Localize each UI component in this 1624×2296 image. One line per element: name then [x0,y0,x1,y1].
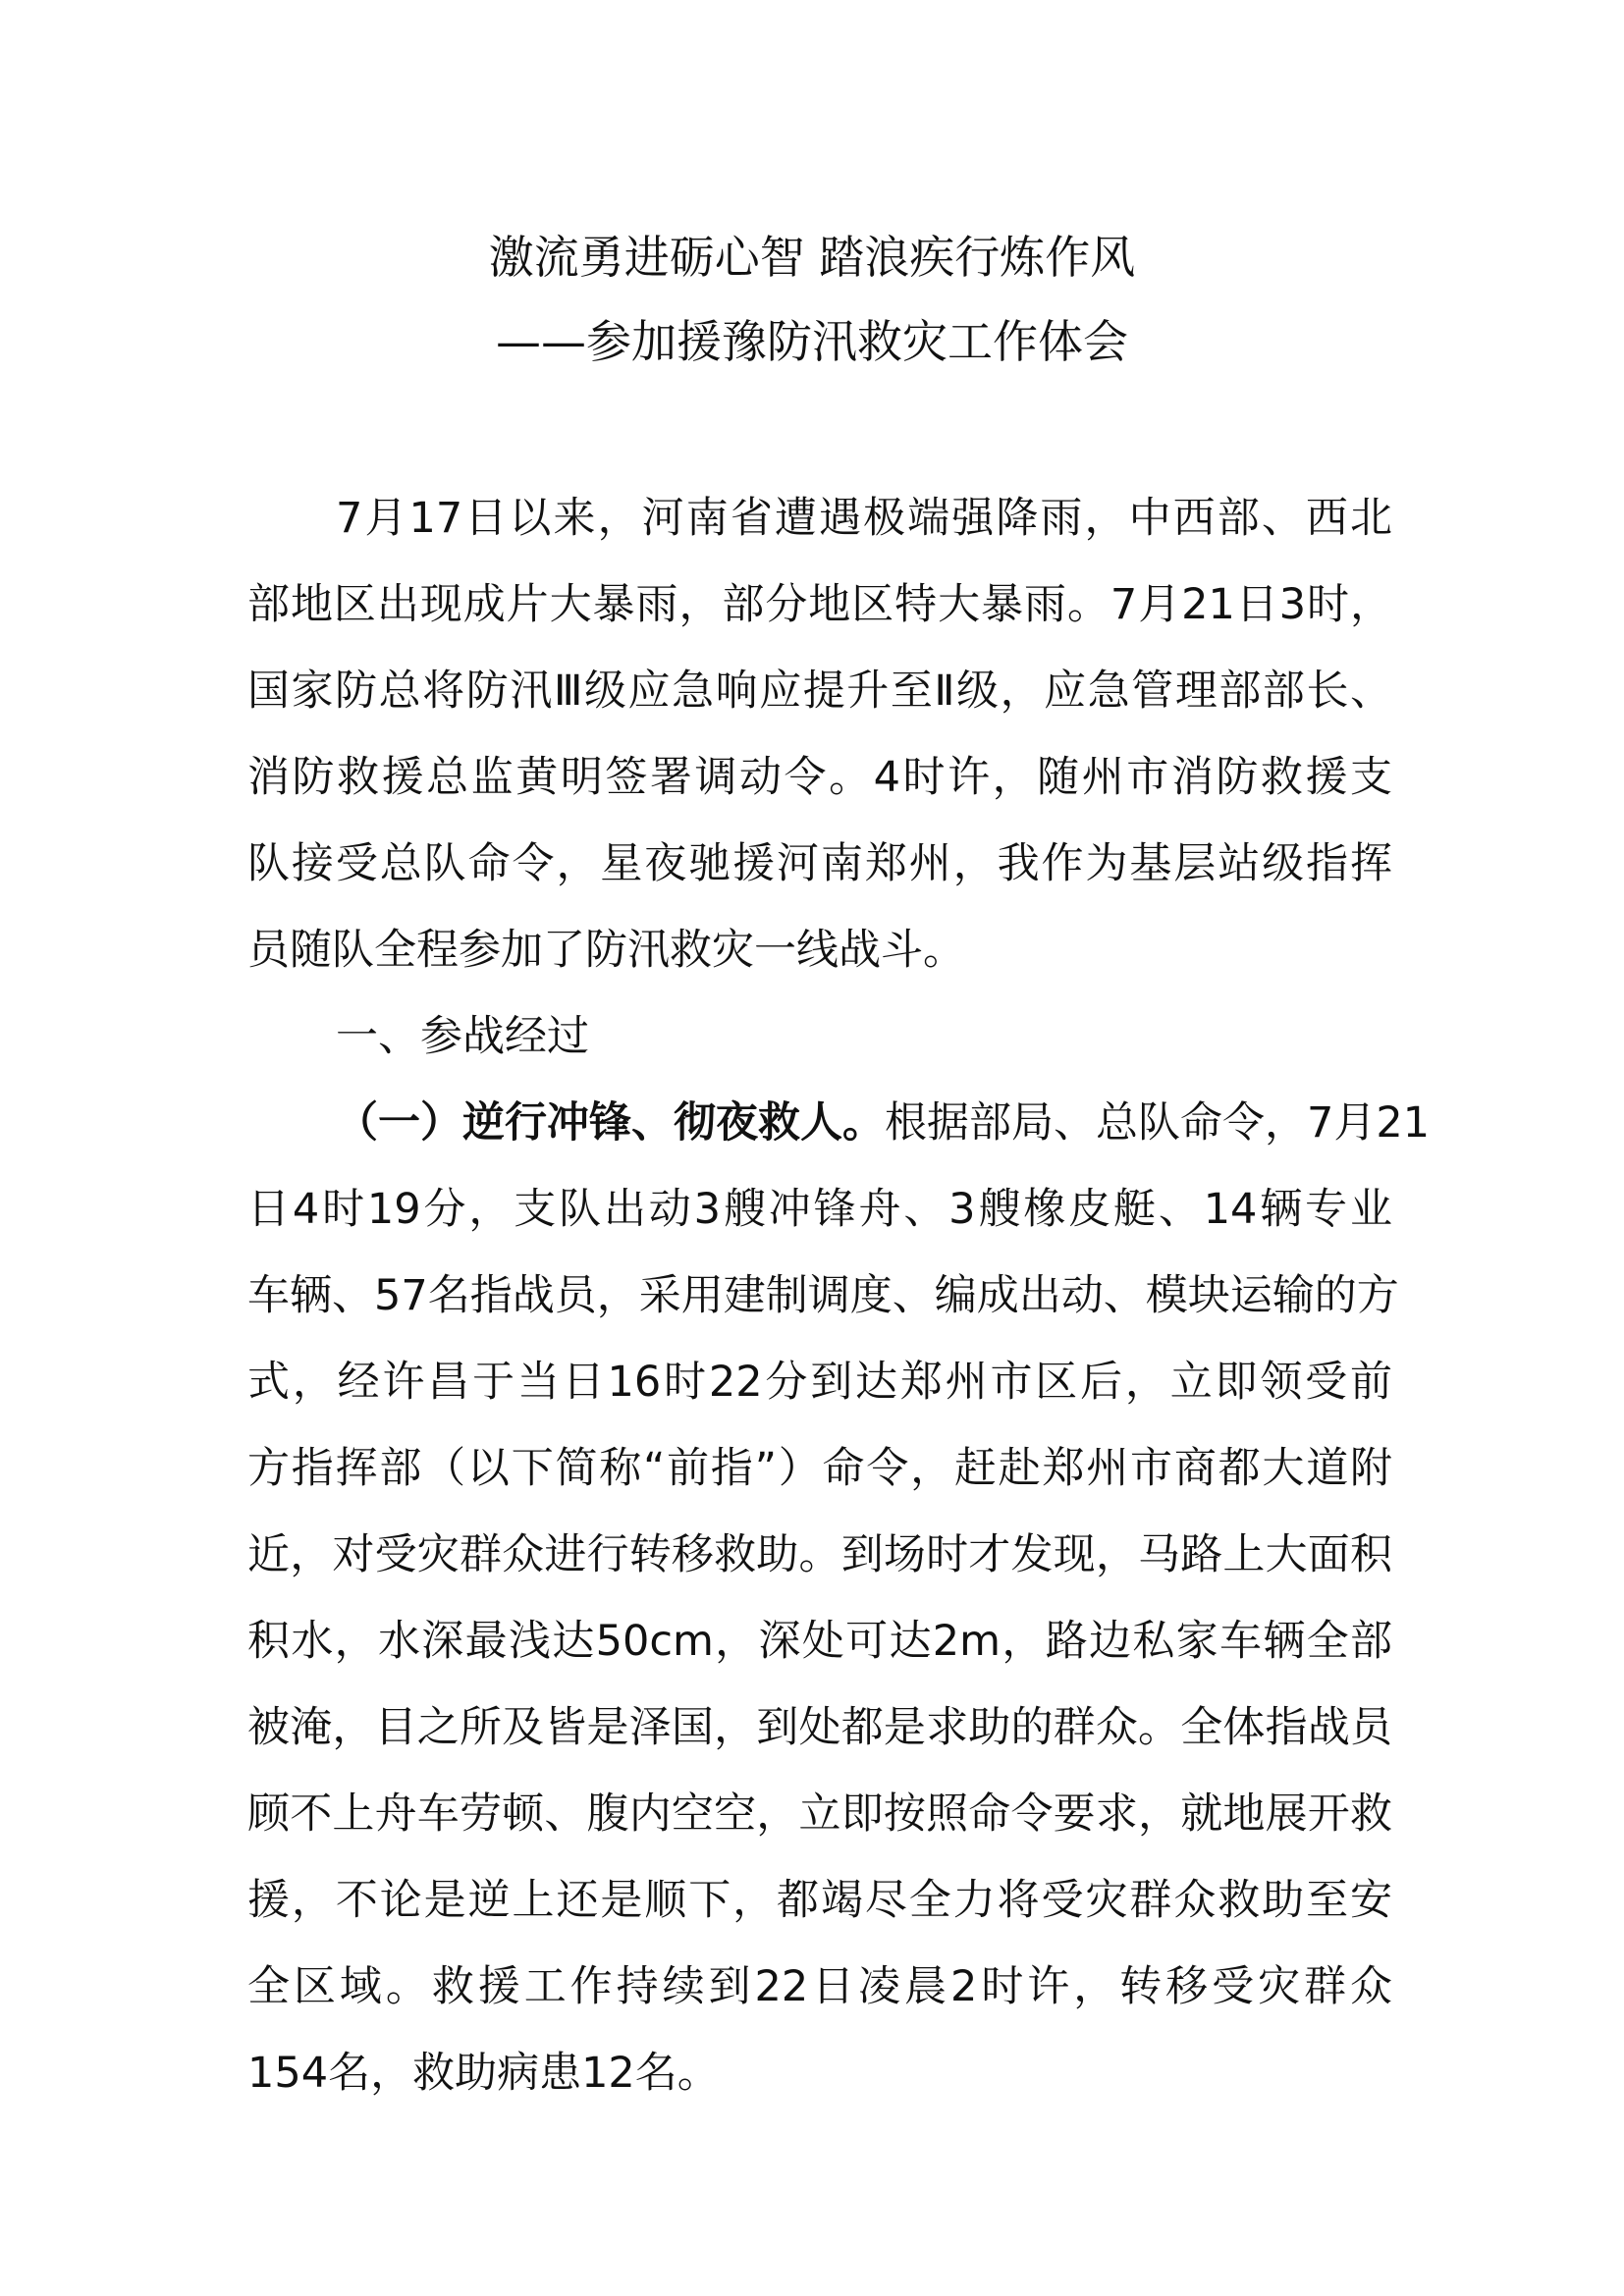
paragraph-line [247,1080,1431,1166]
paragraph-text: 根据部局、总队命令，7月21 [885,1098,1431,1148]
paragraph-line: 被淹，目之所及皆是泽国，到处都是求助的群众。全体指战员 [247,1703,1392,1752]
paragraph-line: 消防救援总监黄明签署调动令。4时许，随州市消防救援支 [247,753,1392,802]
paragraph-line: 国家防总将防汛Ⅲ级应急响应提升至Ⅱ级，应急管理部部长、 [247,667,1392,716]
document-title: 激流勇进砺心智 踏浪疾行炼作风 [488,231,1136,284]
subsection-heading: （一）逆行冲锋、彻夜救人。 [336,1098,885,1148]
paragraph-line: 日4时19分，支队出动3艘冲锋舟、3艘橡皮艇、14辆专业 [247,1185,1392,1234]
paragraph-line: 部地区出现成片大暴雨，部分地区特大暴雨。7月21日3时， [247,580,1392,629]
paragraph-line: 积水，水深最浅达50cm，深处可达2m，路边私家车辆全部 [247,1617,1392,1666]
paragraph-line: 员随队全程参加了防汛救灾一线战斗。 [247,926,965,975]
paragraph-line: 全区域。救援工作持续到22日凌晨2时许，转移受灾群众 [247,1962,1392,2011]
paragraph-line: 式，经许昌于当日16时22分到达郑州市区后，立即领受前 [247,1358,1392,1407]
document-subtitle: ——参加援豫防汛救灾工作体会 [496,315,1128,368]
paragraph-line: 顾不上舟车劳顿、腹内空空，立即按照命令要求，就地展开救 [247,1789,1392,1839]
paragraph-line: 7月17日以来，河南省遭遇极端强降雨，中西部、西北 [336,494,1392,543]
document-body [247,475,1431,2116]
paragraph-line: 近，对受灾群众进行转移救助。到场时才发现，马路上大面积 [247,1530,1392,1579]
paragraph-line: 方指挥部（以下简称“前指”）命令，赶赴郑州市商都大道附 [247,1444,1392,1493]
paragraph-line: 援，不论是逆上还是顺下，都竭尽全力将受灾群众救助至安 [247,1876,1392,1925]
section-heading: 一、参战经过 [336,1012,589,1061]
paragraph-line: 队接受总队命令，星夜驰援河南郑州，我作为基层站级指挥 [247,839,1392,888]
paragraph-line: 154名，救助病患12名。 [247,2049,720,2098]
paragraph-line: 车辆、57名指战员，采用建制调度、编成出动、模块运输的方 [247,1271,1399,1320]
